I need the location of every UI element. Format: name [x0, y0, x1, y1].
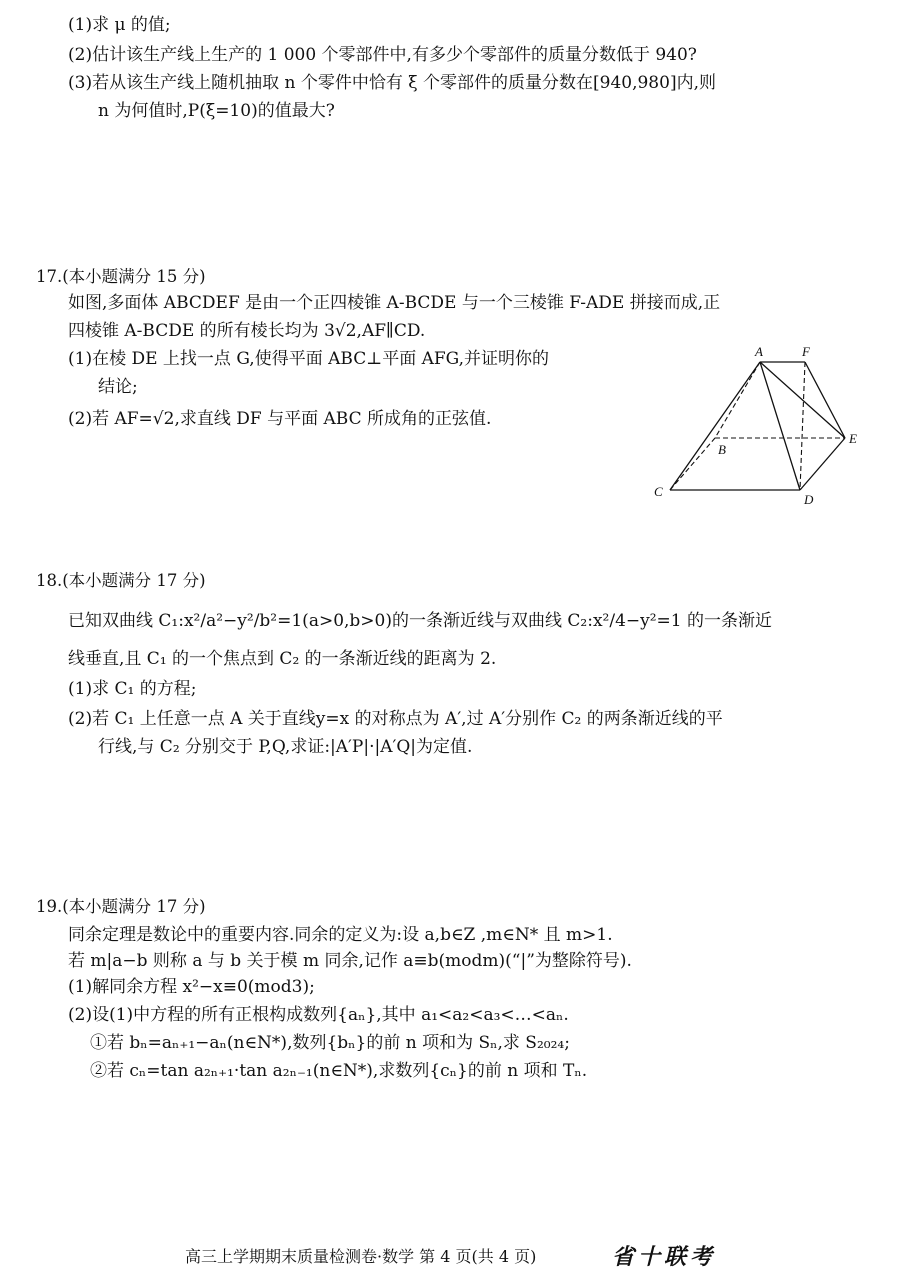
- q19-stem-line2: 若 m|a−b 则称 a 与 b 关于模 m 同余,记作 a≡b(modm)(“|”为整除符号).: [68, 951, 632, 971]
- q18-part2: (2)若 C₁ 上任意一点 A 关于直线y=x 的对称点为 A′,过 A′分别作 C₂ 的两条渐近线的平: [68, 709, 723, 729]
- exam-stamp-logo: 省十联考: [612, 1244, 717, 1270]
- q17-stem-line2: 四棱锥 A-BCDE 的所有棱长均为 3√2,AF∥CD.: [68, 321, 426, 341]
- q17-heading: 17.(本小题满分 15 分): [36, 267, 206, 286]
- label-A: A: [755, 344, 763, 359]
- label-E: E: [849, 431, 857, 446]
- q16-part3: (3)若从该生产线上随机抽取 n 个零件中恰有 ξ 个零部件的质量分数在[940,980]内,则: [68, 73, 716, 93]
- q17-stem-line1: 如图,多面体 ABCDEF 是由一个正四棱锥 A-BCDE 与一个三棱锥 F-ADE 拼接而成,正: [68, 293, 721, 313]
- edge-AD: [760, 362, 800, 490]
- polyhedron-figure: [650, 340, 865, 510]
- label-C: C: [654, 484, 663, 499]
- label-B: B: [718, 442, 726, 457]
- q16-part2: (2)估计该生产线上生产的 1 000 个零部件中,有多少个零部件的质量分数低于 940?: [68, 45, 697, 65]
- edge-AB-hidden: [715, 362, 760, 438]
- edge-CB-hidden: [670, 438, 715, 490]
- q19-stem-line1: 同余定理是数论中的重要内容.同余的定义为:设 a,b∈Z ,m∈N* 且 m>1.: [68, 925, 613, 945]
- page-footer: 高三上学期期末质量检测卷·数学 第 4 页(共 4 页): [185, 1247, 537, 1266]
- q18-part1: (1)求 C₁ 的方程;: [68, 679, 197, 699]
- q18-stem-line1: 已知双曲线 C₁:x²/a²−y²/b²=1(a>0,b>0)的一条渐近线与双曲线 C₂:x²/4−y²=1 的一条渐近: [68, 611, 773, 631]
- q17-part1-cont: 结论;: [98, 377, 138, 397]
- q19-heading: 19.(本小题满分 17 分): [36, 897, 206, 916]
- q16-part3-cont: n 为何值时,P(ξ=10)的值最大?: [98, 101, 335, 121]
- edge-FE: [805, 362, 845, 438]
- label-D: D: [804, 492, 814, 507]
- q17-part2: (2)若 AF=√2,求直线 DF 与平面 ABC 所成角的正弦值.: [68, 409, 492, 429]
- q18-stem-line2: 线垂直,且 C₁ 的一个焦点到 C₂ 的一条渐近线的距离为 2.: [68, 649, 497, 669]
- q18-part2-cont: 行线,与 C₂ 分别交于 P,Q,求证:|A′P|·|A′Q|为定值.: [98, 737, 473, 757]
- q18-heading: 18.(本小题满分 17 分): [36, 571, 206, 590]
- q19-part2-sub2: ②若 cₙ=tan a₂ₙ₊₁·tan a₂ₙ₋₁(n∈N*),求数列{cₙ}的前 n 项和 Tₙ.: [90, 1061, 588, 1081]
- q16-part1: (1)求 μ 的值;: [68, 15, 171, 35]
- q19-part2: (2)设(1)中方程的所有正根构成数列{aₙ},其中 a₁<a₂<a₃<…<aₙ.: [68, 1005, 569, 1025]
- q19-part2-sub1: ①若 bₙ=aₙ₊₁−aₙ(n∈N*),数列{bₙ}的前 n 项和为 Sₙ,求 S₂₀₂₄;: [90, 1033, 570, 1053]
- label-F: F: [802, 344, 810, 359]
- edge-DE: [800, 438, 845, 490]
- edge-AC: [670, 362, 760, 490]
- polyhedron-diagram: [650, 340, 865, 510]
- q17-part1: (1)在棱 DE 上找一点 G,使得平面 ABC⊥平面 AFG,并证明你的: [68, 349, 550, 369]
- q19-part1: (1)解同余方程 x²−x≡0(mod3);: [68, 977, 315, 997]
- edge-FD-hidden: [800, 362, 805, 490]
